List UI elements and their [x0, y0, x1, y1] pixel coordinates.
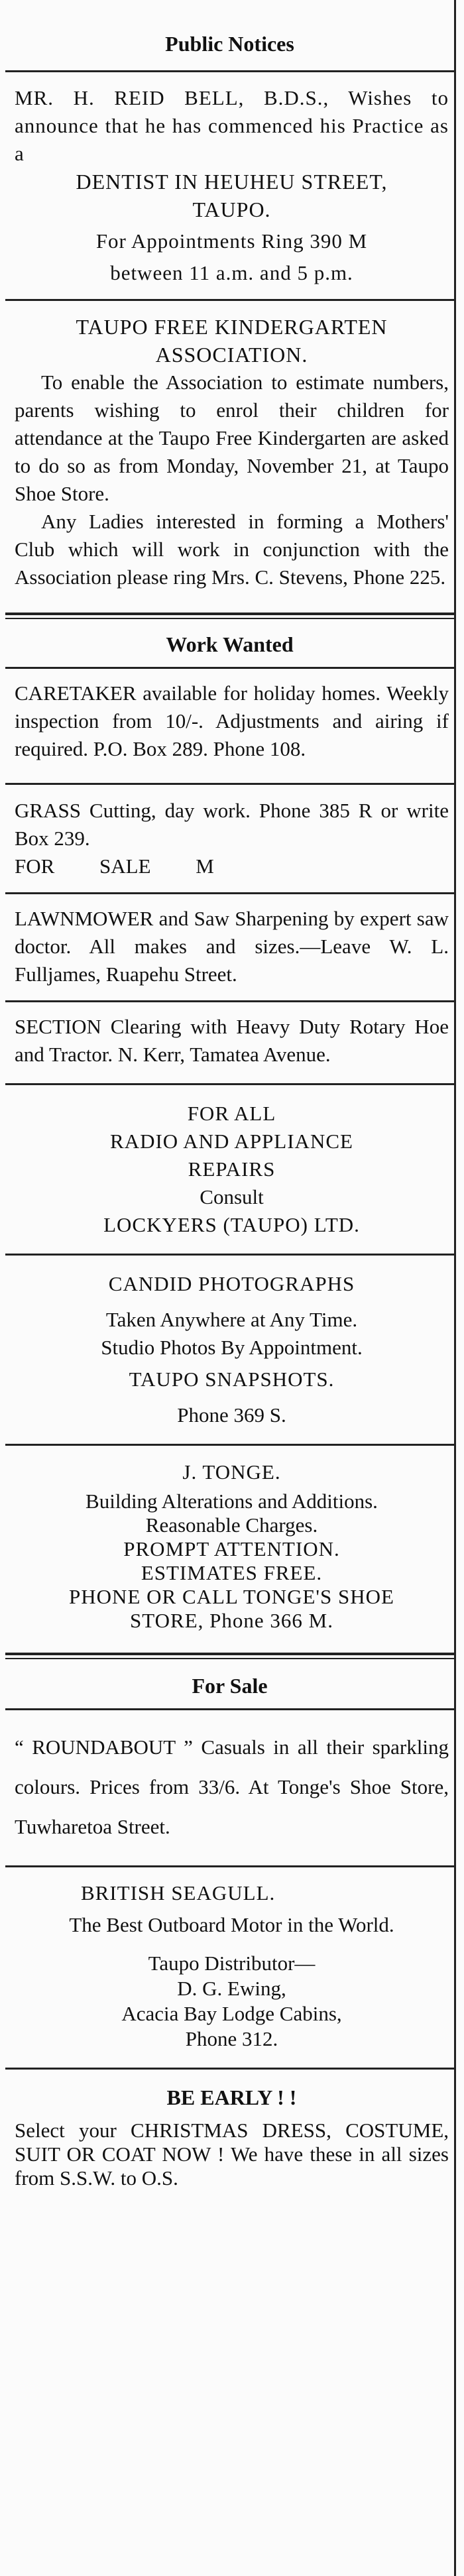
dentist-phone: For Appointments Ring 390 M [95, 229, 368, 253]
seagull-line6: Phone 312. [185, 2027, 278, 2050]
lawnmower-text: LAWNMOWER and Saw Sharpening by expert saw doctor. All makes and sizes.—Leave W. L. Fulljames, Ruapehu Street. [15, 907, 449, 986]
kindergarten-subtitle: ASSOCIATION. [155, 343, 308, 367]
section-clearing-notice [5, 1002, 454, 1083]
classifieds-column [5, 0, 456, 2576]
section-divider [5, 613, 454, 619]
seagull-line2: The Best Outboard Motor in the World. [69, 1913, 394, 1936]
be-early-notice [5, 2070, 454, 2202]
dentist-town: TAUPO. [192, 198, 271, 221]
seagull-notice [5, 1867, 454, 2068]
kindergarten-title: TAUPO FREE KINDERGARTEN [76, 315, 388, 339]
section-clearing-text: SECTION Clearing with Heavy Duty Rotary Hoe and Tractor. N. Kerr, Tamatea Avenue. [15, 1015, 449, 1066]
dentist-notice [5, 72, 454, 299]
caretaker-notice [5, 669, 454, 783]
kindergarten-para1: To enable the Association to estimate numbers, parents wishing to enrol their children for attendance at the Taupo Free Kindergarten are asked to do so as from Monday, November 21, at Taupo Shoe Store. [15, 371, 449, 505]
tonge-line4: PROMPT ATTENTION. [123, 1537, 340, 1560]
dentist-title: DENTIST IN HEUHEU STREET, [76, 170, 388, 194]
photos-line3: Studio Photos By Appointment. [101, 1336, 363, 1359]
radio-line5: LOCKYERS (TAUPO) LTD. [103, 1213, 360, 1236]
grass-text: GRASS Cutting, day work. Phone 385 R or write Box 239. [15, 799, 449, 850]
be-early-text: Select your CHRISTMAS DRESS, COSTUME, SUIT OR COAT NOW ! We have these in all sizes from S.S.W. to O.S. [15, 2119, 449, 2190]
seagull-line4: D. G. Ewing, [177, 1977, 286, 2000]
section-divider [5, 1653, 454, 1659]
photos-line5: Phone 369 S. [177, 1403, 286, 1427]
tonge-line3: Reasonable Charges. [145, 1513, 318, 1537]
photos-line1: CANDID PHOTOGRAPHS [108, 1272, 355, 1295]
tonge-line6: PHONE OR CALL TONGE'S SHOE [69, 1585, 394, 1608]
photos-line2: Taken Anywhere at Any Time. [105, 1308, 358, 1331]
roundabout-text: “ ROUNDABOUT ” Casuals in all their sparkling colours. Prices from 33/6. At Tonge's Shoe Store, Tuwharetoa Street. [15, 1735, 449, 1838]
tonge-notice [5, 1446, 454, 1653]
grass-notice [5, 785, 454, 892]
public-notices-heading: Public Notices [165, 32, 294, 56]
radio-line1: FOR ALL [187, 1102, 276, 1125]
dentist-hours: between 11 a.m. and 5 p.m. [110, 261, 353, 284]
photos-line4: TAUPO SNAPSHOTS. [129, 1368, 335, 1391]
dentist-intro: MR. H. REID BELL, B.D.S., Wishes to announce that he has commenced his Practice as a [15, 86, 449, 165]
photographs-notice [5, 1256, 454, 1444]
roundabout-notice [5, 1710, 454, 1865]
seagull-line5: Acacia Bay Lodge Cabins, [121, 2002, 342, 2025]
radio-line2: RADIO AND APPLIANCE [110, 1130, 353, 1153]
lawnmower-notice [5, 894, 454, 1000]
grass-for-sale: FOR SALE M [15, 854, 214, 878]
radio-line3: REPAIRS [188, 1157, 276, 1181]
tonge-line7: STORE, Phone 366 M. [130, 1609, 333, 1632]
kindergarten-para2: Any Ladies interested in forming a Mothers' Club which will work in conjunction with the Association please ring Mrs. C. Stevens, Phone 225. [15, 510, 449, 589]
for-sale-heading: For Sale [192, 1674, 268, 1698]
tonge-line1: J. TONGE. [182, 1460, 281, 1484]
caretaker-text: CARETAKER available for holiday homes. Weekly inspection from 10/-. Adjustments and airing if required. P.O. Box 289. Phone 108. [15, 681, 449, 760]
seagull-line1: BRITISH SEAGULL. [81, 1881, 276, 1904]
work-wanted-heading: Work Wanted [166, 632, 294, 656]
kindergarten-notice [5, 301, 454, 603]
tonge-line5: ESTIMATES FREE. [141, 1561, 323, 1584]
be-early-heading: BE EARLY ! ! [166, 2085, 297, 2109]
seagull-line3: Taupo Distributor— [148, 1952, 316, 1975]
radio-repairs-notice [5, 1085, 454, 1254]
radio-line4: Consult [200, 1185, 264, 1208]
tonge-line2: Building Alterations and Additions. [86, 1490, 378, 1513]
